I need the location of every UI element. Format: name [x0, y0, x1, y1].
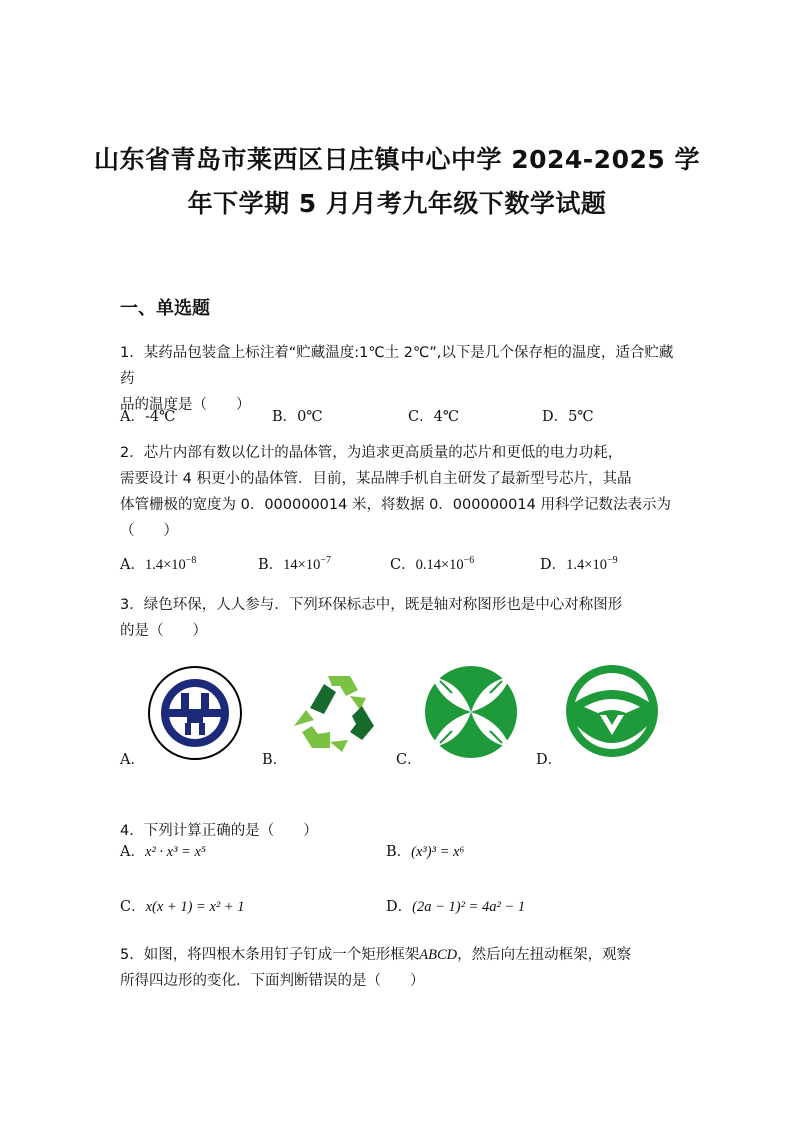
logo-c-icon [422, 663, 520, 761]
logo-b-recycle-icon [290, 670, 378, 754]
page-title-line1: 山东省青岛市莱西区日庄镇中心中学 2024-2025 学 [94, 145, 700, 174]
q3-option-c-label: C． [396, 752, 422, 768]
q1-option-c: C．4℃ [408, 409, 460, 425]
q3-option-a-label: A． [120, 752, 145, 768]
q4-option-c: C．x(x + 1) = x² + 1 [120, 899, 245, 915]
q2-option-a: A．$1.4\times 10^{-8}$ [120, 555, 197, 573]
q3-option-d-label: D． [536, 752, 563, 768]
logo-d-icon [564, 663, 660, 759]
q1-option-a: A．-4℃ [120, 409, 176, 425]
question-3 [120, 592, 680, 644]
q4-option-d: D．(2a − 1)² = 4a² − 1 [386, 899, 526, 915]
q1-option-d: D．5℃ [542, 409, 594, 425]
section-heading: 一、单选题 [120, 298, 210, 319]
question-3-line1: 3．绿色环保，人人参与．下列环保标志中，既是轴对称图形也是中心对称图形 [120, 597, 623, 613]
q2-option-d: D．$1.4\times 10^{-9}$ [540, 555, 618, 573]
question-3-line2: 的是（ ） [120, 623, 207, 639]
question-5-line2: 所得四边形的变化．下面判断错误的是（ ） [120, 973, 425, 989]
question-2-line1: 2．芯片内部有数以亿计的晶体管，为追求更高质量的芯片和更低的电力功耗， [120, 445, 623, 461]
q1-option-b: B．0℃ [272, 409, 323, 425]
question-1-line2: 品的温度是（ ） [120, 397, 251, 413]
q4-option-b: B．(x³)³ = x⁶ [386, 844, 465, 860]
question-4: 4．下列计算正确的是（ ） [120, 823, 318, 839]
question-5 [120, 942, 680, 994]
question-2 [120, 440, 680, 544]
page-title-line2: 年下学期 5 月月考九年级下数学试题 [187, 189, 607, 218]
q2-option-c: C．$0.14\times 10^{-6}$ [390, 555, 475, 573]
q4-option-a: A．x² · x³ = x⁵ [120, 844, 206, 860]
q2-option-b: B．$14\times 10^{-7}$ [258, 555, 331, 573]
question-2-line2: 需要设计 4 积更小的晶体管．目前，某品牌手机自主研发了最新型号芯片，其晶 [120, 471, 632, 487]
question-2-line4: （ ） [120, 523, 178, 539]
question-1 [120, 340, 680, 418]
q3-option-b-label: B． [262, 752, 288, 768]
question-2-line3: 体管栅极的宽度为 0．000000014 米，将数据 0．000000014 用科学记数法表示为 [120, 497, 671, 513]
question-5-line1: 5．如图，将四根木条用钉子钉成一个矩形框架ABCD，然后向左扭动框架，观察 [120, 947, 632, 963]
logo-a-icon [147, 665, 243, 761]
question-1-line1: 1．某药品包装盒上标注着“贮藏温度:1℃土 2℃”,以下是几个保存柜的温度，适合贮藏药 [120, 345, 674, 387]
